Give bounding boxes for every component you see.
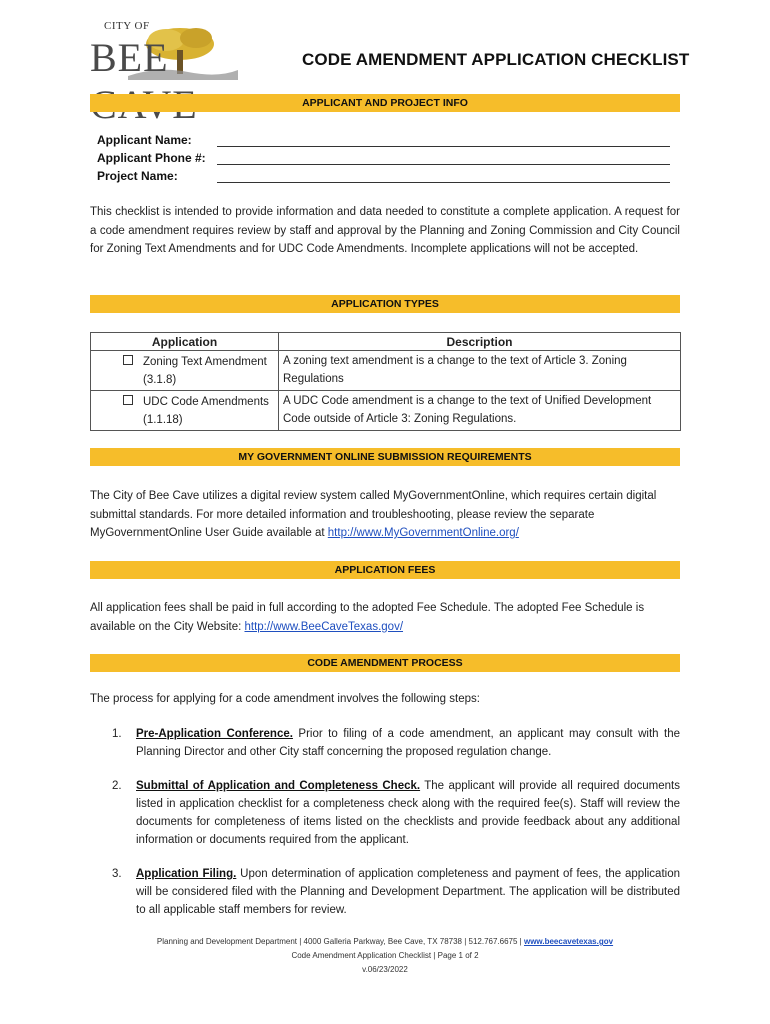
process-intro: The process for applying for a code amendment involves the following steps: [90,693,480,705]
application-types-table [90,332,681,431]
step-text: Prior to filing of a code amendment, an applicant may consult with the Planning Director and other City staff concerning the proposed regulation change. [136,728,680,758]
project-name-field[interactable] [217,182,670,183]
fees-text: All application fees shall be paid in full according to the adopted Fee Schedule. The adopted Fee Schedule is available on the City Website: [90,602,645,633]
footer-version: v.06/23/2022 [362,965,408,974]
list-item [112,865,680,919]
mgo-link[interactable]: http://www.MyGovernmentOnline.org/ [327,527,519,539]
step-number: 2. [112,780,122,792]
mgo-text: The City of Bee Cave utilizes a digital review system called MyGovernmentOnline, which requires certain digital submittal standards. For more detailed information and troubleshooting, please review the separate MyGovernmentOnline User Guide available at [90,490,657,539]
process-steps [112,725,680,919]
udc-code-label: UDC Code Amendments (1.1.18) [143,396,269,426]
udc-code-description: A UDC Code amendment is a change to the text of Unified Development Code outside of Article 3: Zoning Regulations. [283,395,652,425]
applicant-name-field[interactable] [217,146,670,147]
mgo-paragraph [90,487,680,543]
page-title: CODE AMENDMENT APPLICATION CHECKLIST [302,50,690,69]
project-name-label: Project Name: [97,169,178,183]
col-description-header: Description [279,333,681,351]
col-application-header: Application [91,333,279,351]
zoning-text-description: A zoning text amendment is a change to the text of Article 3. Zoning Regulations [283,355,627,385]
step-text: Upon determination of application completeness and payment of fees, the application will be considered filed with the Planning and Development Department. The application will be distributed to all applicable staff members for review. [136,868,680,916]
list-item [112,725,680,761]
intro-paragraph: This checklist is intended to provide information and data needed to constitute a complete application. A request for a code amendment requires review by staff and approval by the Planning and Zoning Commission and City Council for Zoning Text Amendments and for UDC Code Amendments. Incomplete applications will not be accepted. [90,206,680,255]
mgo-heading: MY GOVERNMENT ONLINE SUBMISSION REQUIREMENTS [90,448,680,466]
step-number: 3. [112,868,122,880]
footer-address-text: Planning and Development Department | 4000 Galleria Parkway, Bee Cave, TX 78738 | 512.767.6675 | [156,937,524,946]
process-heading: CODE AMENDMENT PROCESS [90,654,680,672]
udc-code-checkbox[interactable] [123,395,133,405]
table-row [91,351,681,391]
applicant-phone-field[interactable] [217,164,670,165]
step-text: The applicant will provide all required documents listed in application checklist for a completeness check along with the required fee(s). Staff will review the documents for completeness of items listed on the checklists and provide feedback about any additional information or documents required from the applicant. [136,780,680,846]
zoning-text-checkbox[interactable] [123,355,133,365]
footer-website-link[interactable]: www.beecavetexas.gov [523,937,614,946]
application-types-heading: APPLICATION TYPES [90,295,680,313]
city-logo [88,18,266,84]
table-row [91,391,681,431]
logo-name-text: BEE [90,35,169,80]
zoning-text-label: Zoning Text Amendment (3.1.8) [143,356,267,386]
logo-city-text: CITY OF [104,20,150,32]
step-title: Submittal of Application and Completeness Check. [136,780,421,792]
step-number: 1. [112,728,122,740]
city-website-link[interactable]: http://www.BeeCaveTexas.gov/ [244,620,404,633]
step-title: Pre-Application Conference. [136,728,293,740]
step-title: Application Filing. [136,868,237,880]
list-item [112,777,680,849]
applicant-name-label: Applicant Name: [97,133,192,147]
footer-page-info: Code Amendment Application Checklist | Page 1 of 2 [291,951,479,960]
footer-address [90,937,680,946]
applicant-phone-label: Applicant Phone #: [97,151,206,165]
applicant-info-heading: APPLICANT AND PROJECT INFO [90,94,680,112]
fees-paragraph [90,599,680,636]
fees-heading: APPLICATION FEES [90,561,680,579]
